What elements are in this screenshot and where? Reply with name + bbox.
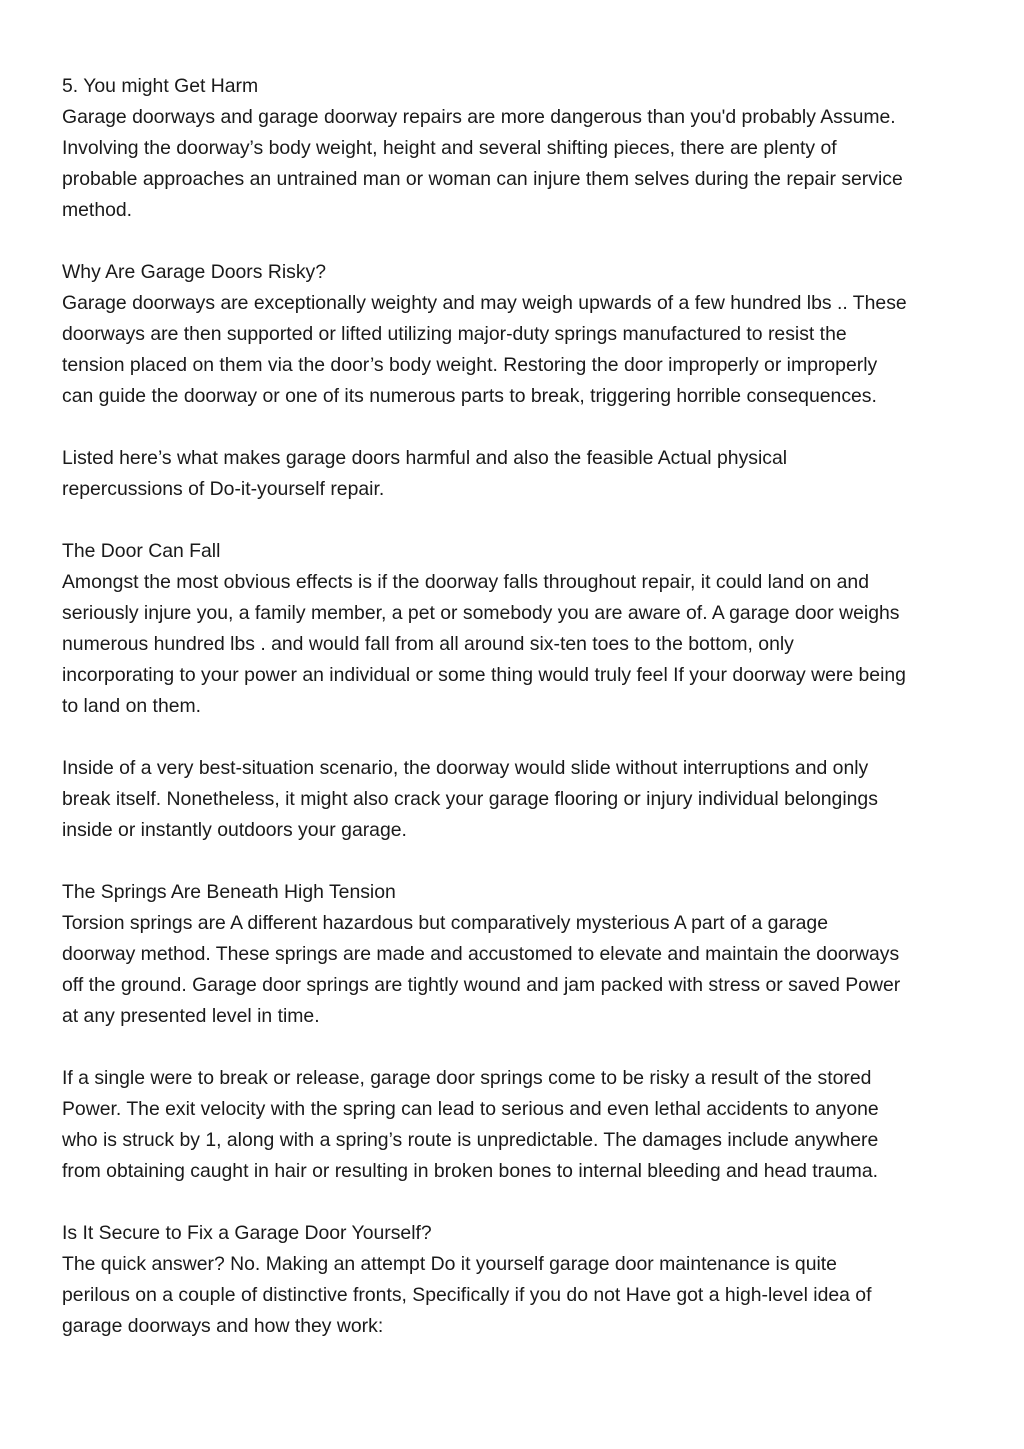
text-line: who is struck by 1, along with a spring’s route is unpredictable. The damages include anywhere <box>62 1129 879 1151</box>
paragraph-secure <box>62 1218 967 1342</box>
section-heading: 5. You might Get Harm <box>62 75 259 97</box>
paragraph-best-case <box>62 753 967 846</box>
paragraph-harm <box>62 71 967 226</box>
text-line: Involving the doorway’s body weight, height and several shifting pieces, there are plenty of <box>62 137 837 159</box>
paragraph-door-fall <box>62 536 967 722</box>
text-line: garage doorways and how they work: <box>62 1315 384 1337</box>
text-line: doorways are then supported or lifted utilizing major-duty springs manufactured to resist the <box>62 323 847 345</box>
paragraph-release <box>62 1063 967 1187</box>
text-line: tension placed on them via the door’s body weight. Restoring the door improperly or improperly <box>62 354 878 376</box>
text-line: can guide the doorway or one of its numerous parts to break, triggering horrible consequences. <box>62 385 877 407</box>
text-line: Garage doorways are exceptionally weighty and may weigh upwards of a few hundred lbs .. These <box>62 292 907 314</box>
text-line: break itself. Nonetheless, it might also crack your garage flooring or injury individual belongings <box>62 788 878 810</box>
text-line: perilous on a couple of distinctive fronts, Specifically if you do not Have got a high-level idea of <box>62 1284 872 1306</box>
text-line: If a single were to break or release, garage door springs come to be risky a result of the stored <box>62 1067 872 1089</box>
text-line: at any presented level in time. <box>62 1005 320 1027</box>
text-line: repercussions of Do-it-yourself repair. <box>62 478 385 500</box>
text-line: Listed here’s what makes garage doors harmful and also the feasible Actual physical <box>62 447 788 469</box>
text-line: Garage doorways and garage doorway repairs are more dangerous than you'd probably Assume. <box>62 106 896 128</box>
section-heading: Why Are Garage Doors Risky? <box>62 261 327 283</box>
text-line: probable approaches an untrained man or woman can injure them selves during the repair service <box>62 168 903 190</box>
text-line: to land on them. <box>62 695 202 717</box>
text-line: The quick answer? No. Making an attempt Do it yourself garage door maintenance is quite <box>62 1253 837 1275</box>
paragraph-springs <box>62 877 967 1032</box>
document-page <box>62 71 967 1373</box>
text-line: from obtaining caught in hair or resulting in broken bones to internal bleeding and head trauma. <box>62 1160 879 1182</box>
text-line: doorway method. These springs are made and accustomed to elevate and maintain the doorways <box>62 943 900 965</box>
section-heading: The Springs Are Beneath High Tension <box>62 881 396 903</box>
paragraph-listed <box>62 443 967 505</box>
text-line: incorporating to your power an individual or some thing would truly feel If your doorway were being <box>62 664 906 686</box>
section-heading: The Door Can Fall <box>62 540 221 562</box>
text-line: Inside of a very best-situation scenario, the doorway would slide without interruptions and only <box>62 757 869 779</box>
section-heading: Is It Secure to Fix a Garage Door Yourself? <box>62 1222 432 1244</box>
text-line: Torsion springs are A different hazardous but comparatively mysterious A part of a garage <box>62 912 828 934</box>
text-line: Power. The exit velocity with the spring can lead to serious and even lethal accidents to anyone <box>62 1098 879 1120</box>
text-line: numerous hundred lbs . and would fall from all around six-ten toes to the bottom, only <box>62 633 794 655</box>
text-line: Amongst the most obvious effects is if the doorway falls throughout repair, it could land on and <box>62 571 869 593</box>
text-line: inside or instantly outdoors your garage. <box>62 819 407 841</box>
text-line: off the ground. Garage door springs are tightly wound and jam packed with stress or saved Power <box>62 974 901 996</box>
text-line: method. <box>62 199 133 221</box>
paragraph-risky <box>62 257 967 412</box>
text-line: seriously injure you, a family member, a pet or somebody you are aware of. A garage door weighs <box>62 602 900 624</box>
